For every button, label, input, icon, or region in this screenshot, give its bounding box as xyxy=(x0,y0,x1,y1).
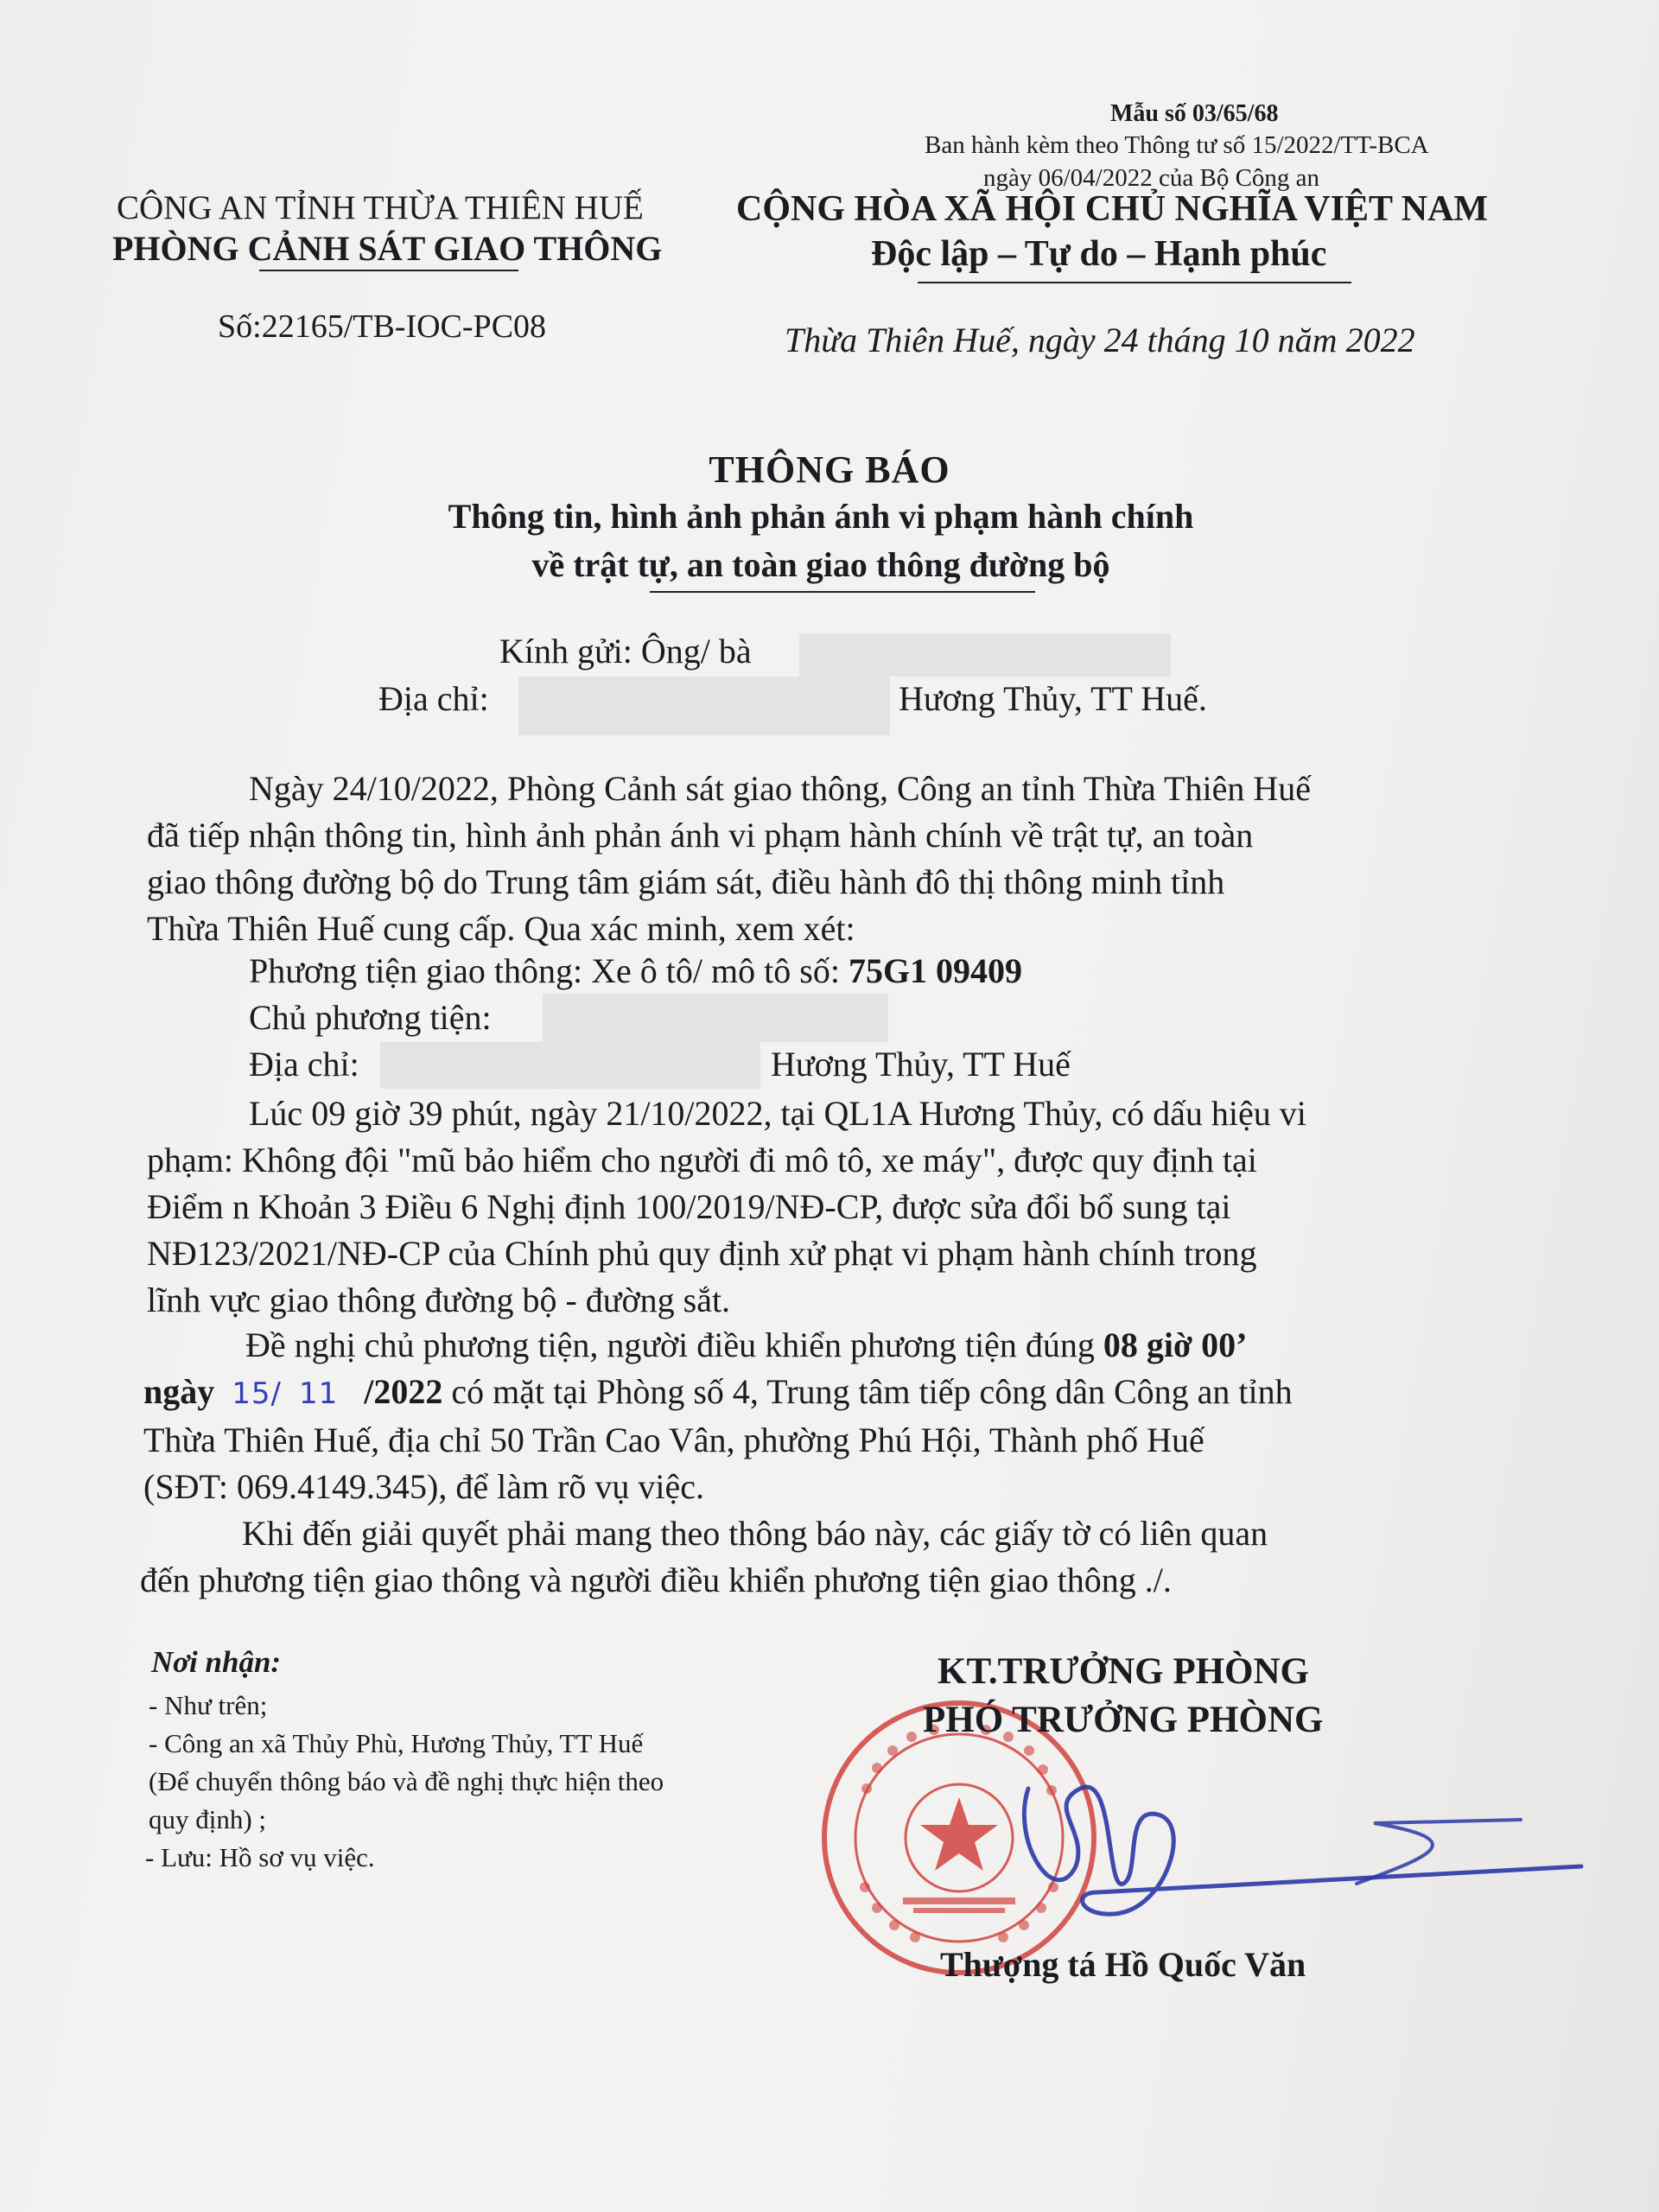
signer-name: Thượng tá Hồ Quốc Văn xyxy=(940,1945,1306,1984)
motto-underline xyxy=(918,282,1351,283)
recipients-item: - Lưu: Hồ sơ vụ việc. xyxy=(145,1842,375,1872)
appointment-request-text: Đề nghị chủ phương tiện, người điều khiển phương tiện đúng xyxy=(245,1325,1095,1364)
document-number: Số:22165/TB-IOC-PC08 xyxy=(218,308,547,345)
recipients-heading: Nơi nhận: xyxy=(151,1645,282,1679)
recipient-label: Kính gửi: Ông/ bà xyxy=(499,632,752,671)
form-issued-line1: Ban hành kèm theo Thông tư số 15/2022/TT-BCA xyxy=(925,131,1429,159)
paragraph-line: Thừa Thiên Huế, địa chỉ 50 Trần Cao Vân, phường Phú Hội, Thành phố Huế xyxy=(143,1421,1205,1459)
paragraph-appointment xyxy=(143,1322,1500,1510)
paragraph-line: giao thông đường bộ do Trung tâm giám sát, điều hành đô thị thông minh tỉnh xyxy=(147,862,1225,901)
document-subtitle-line2: về trật tự, an toàn giao thông đường bộ xyxy=(531,545,1110,584)
owner-address-suffix: Hương Thủy, TT Huế xyxy=(771,1045,1071,1084)
recipients-item: - Như trên; xyxy=(149,1690,268,1720)
paragraph-line: phạm: Không đội "mũ bảo hiểm cho người đi mô tô, xe máy", được quy định tại xyxy=(147,1141,1257,1179)
handwritten-day: 15 xyxy=(232,1376,271,1411)
redacted-recipient-address xyxy=(518,677,890,735)
recipients-item: (Để chuyển thông báo và đề nghị thực hiện theo xyxy=(149,1766,664,1796)
recipients-item: - Công an xã Thủy Phù, Hương Thủy, TT Huế xyxy=(149,1728,644,1758)
handwritten-separator: / xyxy=(270,1376,282,1411)
redacted-owner-name xyxy=(543,994,888,1042)
paragraph-line: Điểm n Khoản 3 Điều 6 Nghị định 100/2019/NĐ-CP, được sửa đổi bổ sung tại xyxy=(147,1187,1231,1226)
paragraph-instructions xyxy=(140,1510,1502,1604)
signature-title-2: PHÓ TRƯỞNG PHÒNG xyxy=(923,1700,1324,1740)
handwritten-month: 11 xyxy=(298,1376,339,1411)
appointment-year: /2022 xyxy=(364,1372,443,1411)
appointment-day-label: ngày xyxy=(143,1372,215,1411)
paragraph-line xyxy=(143,1369,1500,1417)
paragraph-line xyxy=(143,1322,1500,1369)
paragraph-violation xyxy=(147,1090,1495,1324)
appointment-time: 08 giờ 00’ xyxy=(1103,1325,1248,1364)
paragraph-line: Ngày 24/10/2022, Phòng Cảnh sát giao thông, Công an tỉnh Thừa Thiên Huế xyxy=(249,769,1311,808)
paragraph-line: Lúc 09 giờ 39 phút, ngày 21/10/2022, tại QL1A Hương Thủy, có dấu hiệu vi xyxy=(249,1094,1306,1133)
recipient-address-label: Địa chỉ: xyxy=(378,679,489,718)
vehicle-line xyxy=(249,950,1022,991)
recipients-item: quy định) ; xyxy=(149,1804,267,1834)
document-subtitle-line1: Thông tin, hình ảnh phản ánh vi phạm hành chính xyxy=(448,497,1194,536)
country-name: CỘNG HÒA XÃ HỘI CHỦ NGHĨA VIỆT NAM xyxy=(736,189,1489,229)
recipient-address-suffix: Hương Thủy, TT Huế. xyxy=(899,679,1207,718)
license-plate: 75G1 09409 xyxy=(848,951,1023,990)
paragraph-line: Thừa Thiên Huế cung cấp. Qua xác minh, xem xét: xyxy=(147,909,855,948)
document-title: THÔNG BÁO xyxy=(709,448,950,491)
national-motto: Độc lập – Tự do – Hạnh phúc xyxy=(871,234,1327,274)
form-number: Mẫu số 03/65/68 xyxy=(1110,100,1279,127)
redacted-owner-address xyxy=(380,1042,760,1089)
redacted-recipient-name xyxy=(799,633,1171,677)
paragraph-line: đến phương tiện giao thông và người điều khiển phương tiện giao thông ./. xyxy=(140,1560,1172,1599)
subtitle-underline xyxy=(650,591,1035,593)
paragraph-line: đã tiếp nhận thông tin, hình ảnh phản ánh vi phạm hành chính về trật tự, an toàn xyxy=(147,816,1254,855)
agency-name: CÔNG AN TỈNH THỪA THIÊN HUẾ xyxy=(117,189,644,226)
paragraph-line: Khi đến giải quyết phải mang theo thông báo này, các giấy tờ có liên quan xyxy=(242,1514,1268,1553)
paragraph-line: lĩnh vực giao thông đường bộ - đường sắt. xyxy=(147,1281,731,1319)
paragraph-line: (SĐT: 069.4149.345), để làm rõ vụ việc. xyxy=(143,1467,705,1506)
place-and-date: Thừa Thiên Huế, ngày 24 tháng 10 năm 2022 xyxy=(785,321,1415,359)
vehicle-label: Phương tiện giao thông: Xe ô tô/ mô tô số: xyxy=(249,951,840,990)
form-issued-line2: ngày 06/04/2022 của Bộ Công an xyxy=(983,164,1320,192)
paragraph-received xyxy=(147,766,1495,952)
owner-address-label: Địa chỉ: xyxy=(249,1045,359,1084)
department-name: PHÒNG CẢNH SÁT GIAO THÔNG xyxy=(112,229,663,268)
seal-star-icon xyxy=(920,1797,998,1871)
department-underline xyxy=(259,270,518,271)
owner-label: Chủ phương tiện: xyxy=(249,998,492,1037)
appointment-place-text: có mặt tại Phòng số 4, Trung tâm tiếp công dân Công an tỉnh xyxy=(451,1372,1293,1411)
paragraph-line: NĐ123/2021/NĐ-CP của Chính phủ quy định xử phạt vi phạm hành chính trong xyxy=(147,1234,1257,1273)
handwritten-signature xyxy=(994,1737,1590,1944)
signature-title-1: KT.TRƯỞNG PHÒNG xyxy=(938,1651,1309,1692)
